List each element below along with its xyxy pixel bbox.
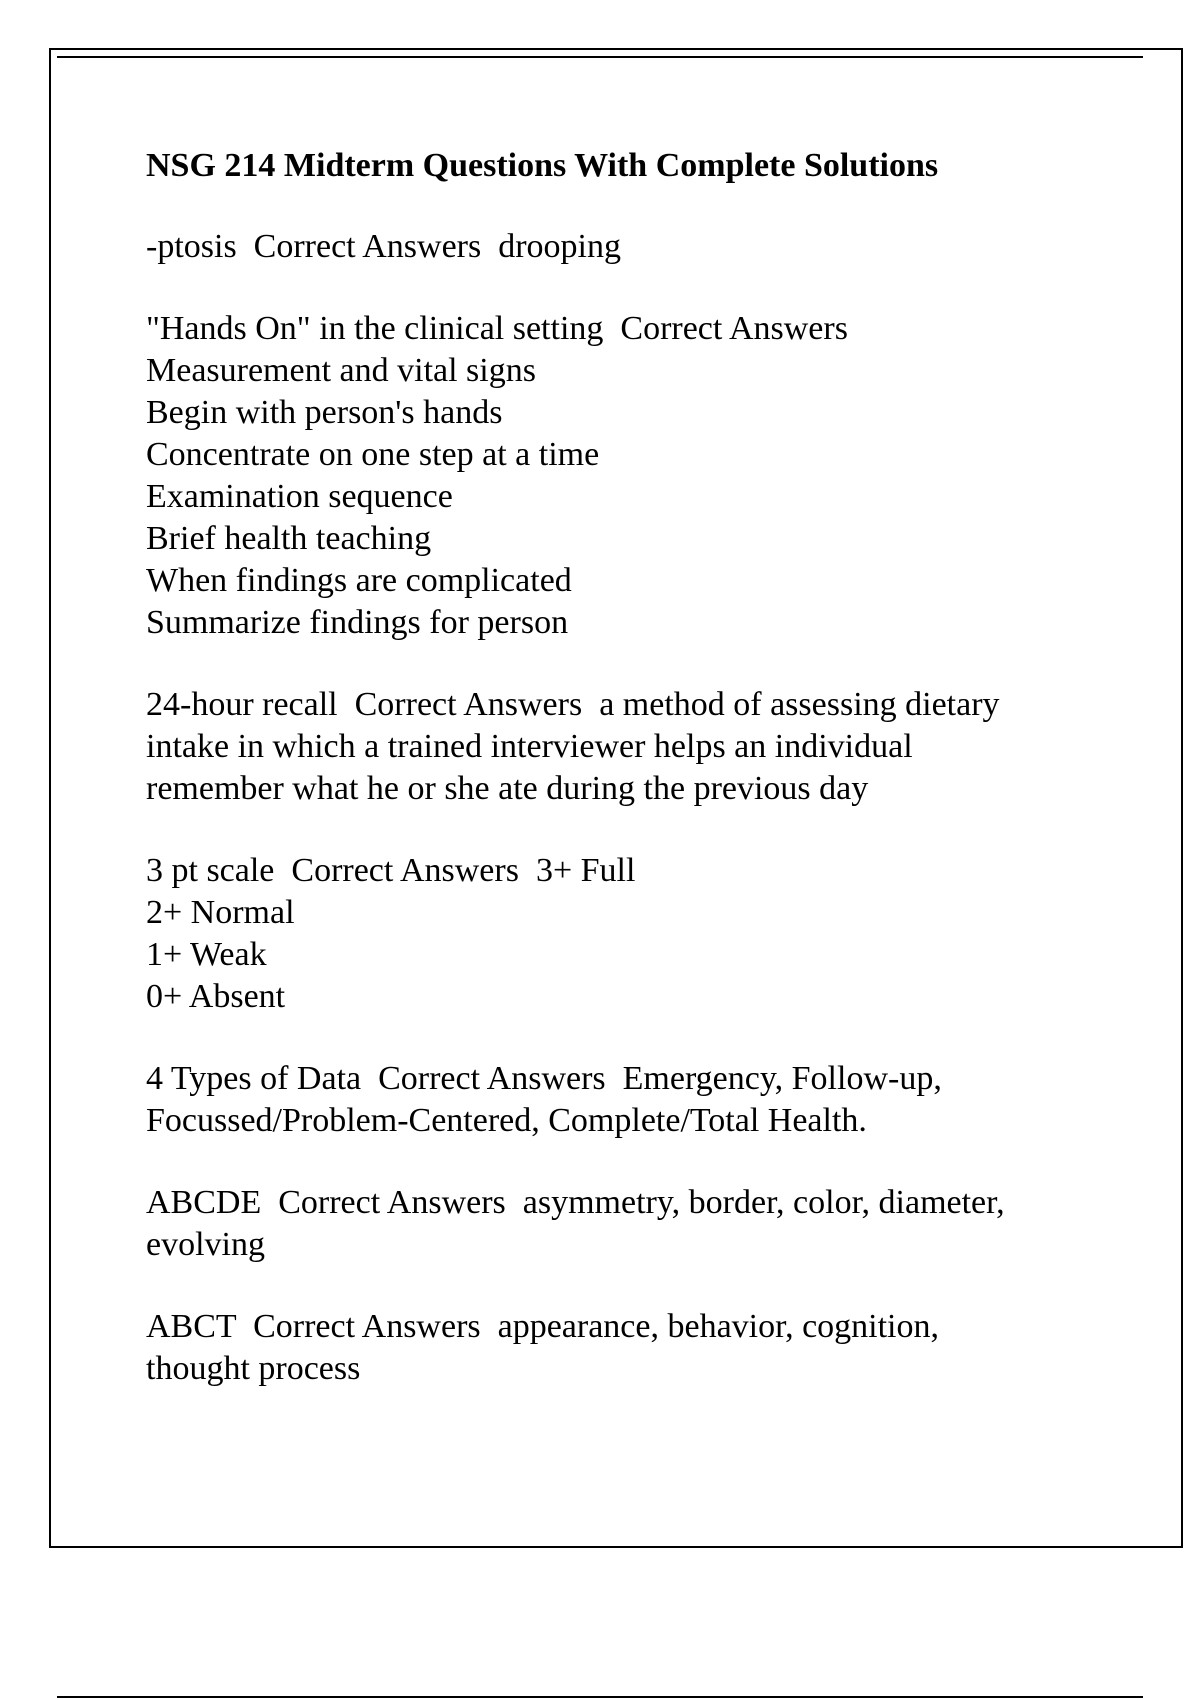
qa-line: remember what he or she ate during the previous day	[146, 770, 869, 807]
qa-line: "Hands On" in the clinical setting Correct Answers	[146, 310, 848, 347]
qa-line: intake in which a trained interviewer helps an individual	[146, 728, 913, 765]
qa-line: ABCT Correct Answers appearance, behavior, cognition,	[146, 1308, 940, 1345]
qa-line: 4 Types of Data Correct Answers Emergency, Follow-up,	[146, 1060, 942, 1097]
qa-item-3-pt-scale	[146, 850, 1106, 1018]
qa-line: Measurement and vital signs	[146, 352, 536, 389]
qa-item-abct	[146, 1306, 1106, 1390]
qa-line: Concentrate on one step at a time	[146, 436, 600, 473]
qa-line: Examination sequence	[146, 478, 453, 515]
qa-line: thought process	[146, 1350, 361, 1387]
qa-line: 0+ Absent	[146, 978, 286, 1015]
qa-line: 3 pt scale Correct Answers 3+ Full	[146, 852, 636, 889]
qa-item-hands-on	[146, 308, 1106, 644]
qa-item-abcde	[146, 1182, 1106, 1266]
footer-rule	[57, 1696, 1143, 1698]
qa-item-ptosis	[146, 226, 1106, 268]
qa-line: ABCDE Correct Answers asymmetry, border, color, diameter,	[146, 1184, 1005, 1221]
qa-line: Summarize findings for person	[146, 604, 569, 641]
qa-line: Begin with person's hands	[146, 394, 503, 431]
qa-item-4-types-of-data	[146, 1058, 1106, 1142]
qa-line: Focussed/Problem-Centered, Complete/Total Health.	[146, 1102, 867, 1139]
qa-item-24-hour-recall	[146, 684, 1106, 810]
document-title: NSG 214 Midterm Questions With Complete Solutions	[146, 147, 939, 184]
qa-line: -ptosis Correct Answers drooping	[146, 228, 622, 265]
qa-line: When findings are complicated	[146, 562, 572, 599]
header-rule	[57, 56, 1143, 58]
qa-line: 2+ Normal	[146, 894, 295, 931]
document-body	[146, 144, 1106, 1430]
qa-line: 24-hour recall Correct Answers a method of assessing dietary	[146, 686, 1000, 723]
qa-line: Brief health teaching	[146, 520, 432, 557]
qa-line: evolving	[146, 1226, 265, 1263]
qa-line: 1+ Weak	[146, 936, 267, 973]
